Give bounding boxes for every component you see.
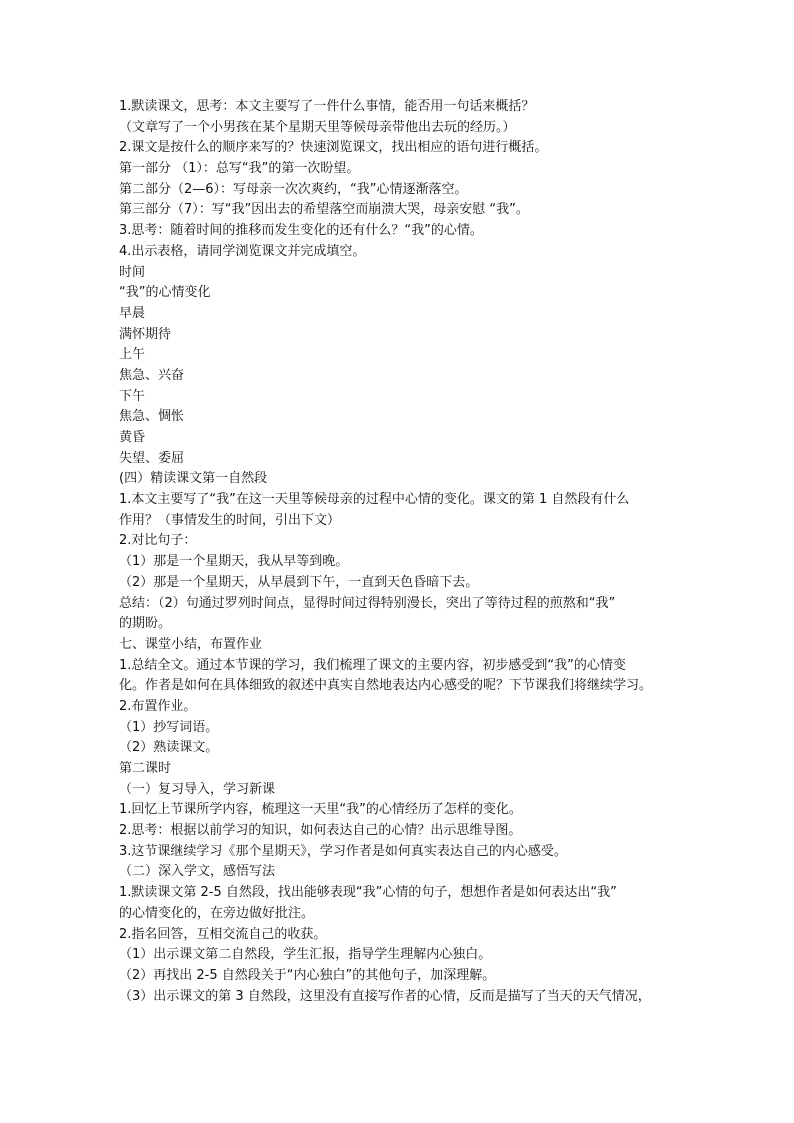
table-cell-text: 时间 xyxy=(119,264,146,280)
text-line: 第二部分（2—6）：写母亲一次次爽约，“我”心情逐渐落空。 xyxy=(119,181,468,197)
table-cell-text: 焦急、惆怅 xyxy=(119,409,185,425)
text-line: 2.布置作业。 xyxy=(119,698,197,714)
text-line: 1.回忆上节课所学内容，梳理这一天里“我”的心情经历了怎样的变化。 xyxy=(119,802,522,818)
text-line: （3）出示课文的第 3 自然段，这里没有直接写作者的心情，反而是描写了当天的天气情况， xyxy=(119,988,651,1004)
section-heading: (四）精读课文第一自然段 xyxy=(119,471,268,487)
text-line: 1.默读课文第 2-5 自然段，找出能够表现“我”心情的句子，想想作者是如何表达出“我” xyxy=(119,885,617,901)
table-cell-text: “我”的心情变化 xyxy=(119,285,211,301)
section-heading: （一）复习导入，学习新课 xyxy=(119,781,276,797)
text-line: （1）出示课文第二自然段，学生汇报，指导学生理解内心独白。 xyxy=(119,947,492,963)
text-line: 2.思考：根据以前学习的知识，如何表达自己的心情？出示思维导图。 xyxy=(119,823,522,839)
table-cell-text: 上午 xyxy=(119,347,146,363)
text-line: 2.指名回答，互相交流自己的收获。 xyxy=(119,926,327,942)
text-line: 1.总结全文。通过本节课的学习，我们梳理了课文的主要内容，初步感受到“我”的心情变 xyxy=(119,657,626,673)
text-line: 1.本文主要写了“我”在这一天里等候母亲的过程中心情的变化。课文的第 1 自然段有什么 xyxy=(119,492,630,508)
text-line: 总结：（2）句通过罗列时间点，显得时间过得特别漫长，突出了等待过程的煎熬和“我” xyxy=(119,595,616,611)
text-line: （1）抄写词语。 xyxy=(119,719,219,735)
text-line: （文章写了一个小男孩在某个星期天里等候母亲带他出去玩的经历。） xyxy=(119,119,516,135)
table-cell-text: 焦急、兴奋 xyxy=(119,367,185,383)
text-line: 1.默读课文，思考：本文主要写了一件什么事情，能否用一句话来概括？ xyxy=(119,99,535,114)
text-line: （2）熟读课文。 xyxy=(119,740,219,756)
text-line: （2）那是一个星期天，从早晨到下午，一直到天色昏暗下去。 xyxy=(119,574,479,590)
section-heading: 第二课时 xyxy=(119,761,172,776)
text-line: 3.这节课继续学习《那个星期天》，学习作者是如何真实表达自己的内心感受。 xyxy=(119,843,567,859)
text-line: （2）再找出 2-5 自然段关于“内心独白”的其他句子，加深理解。 xyxy=(119,967,496,983)
table-cell-text: 失望、委屈 xyxy=(119,450,185,466)
text-line: 第一部分 （1）：总写“我”的第一次盼望。 xyxy=(119,161,360,177)
text-line: 4.出示表格，请同学浏览课文并完成填空。 xyxy=(119,243,366,259)
text-line: 的心情变化的，在旁边做好批注。 xyxy=(119,905,315,921)
table-cell-text: 黄昏 xyxy=(119,430,146,445)
text-line: （1）那是一个星期天，我从早等到晚。 xyxy=(119,554,349,570)
text-line: 3.思考：随着时间的推移而发生变化的还有什么？“我”的心情。 xyxy=(119,223,483,239)
text-line: 第三部分（7）：写“我”因出去的希望落空而崩溃大哭，母亲安慰 “我”。 xyxy=(119,202,529,218)
section-heading: 七、课堂小结，布置作业 xyxy=(119,636,263,652)
section-heading: （二）深入学文，感悟写法 xyxy=(119,864,276,880)
table-cell-text: 下午 xyxy=(119,388,146,404)
document-body xyxy=(119,97,699,1007)
text-line: 2.对比句子： xyxy=(119,533,197,549)
text-line: 2.课文是按什么的顺序来写的？快速浏览课文，找出相应的语句进行概括。 xyxy=(119,140,548,156)
table-cell-text: 早晨 xyxy=(119,305,146,321)
text-line: 化。作者是如何在具体细致的叙述中真实自然地表达内心感受的呢？下节课我们将继续学习。 xyxy=(119,678,653,694)
text-line: 的期盼。 xyxy=(119,616,172,632)
table-cell-text: 满怀期待 xyxy=(119,326,172,342)
text-line: 作用？（事情发生的时间，引出下文） xyxy=(119,512,341,528)
